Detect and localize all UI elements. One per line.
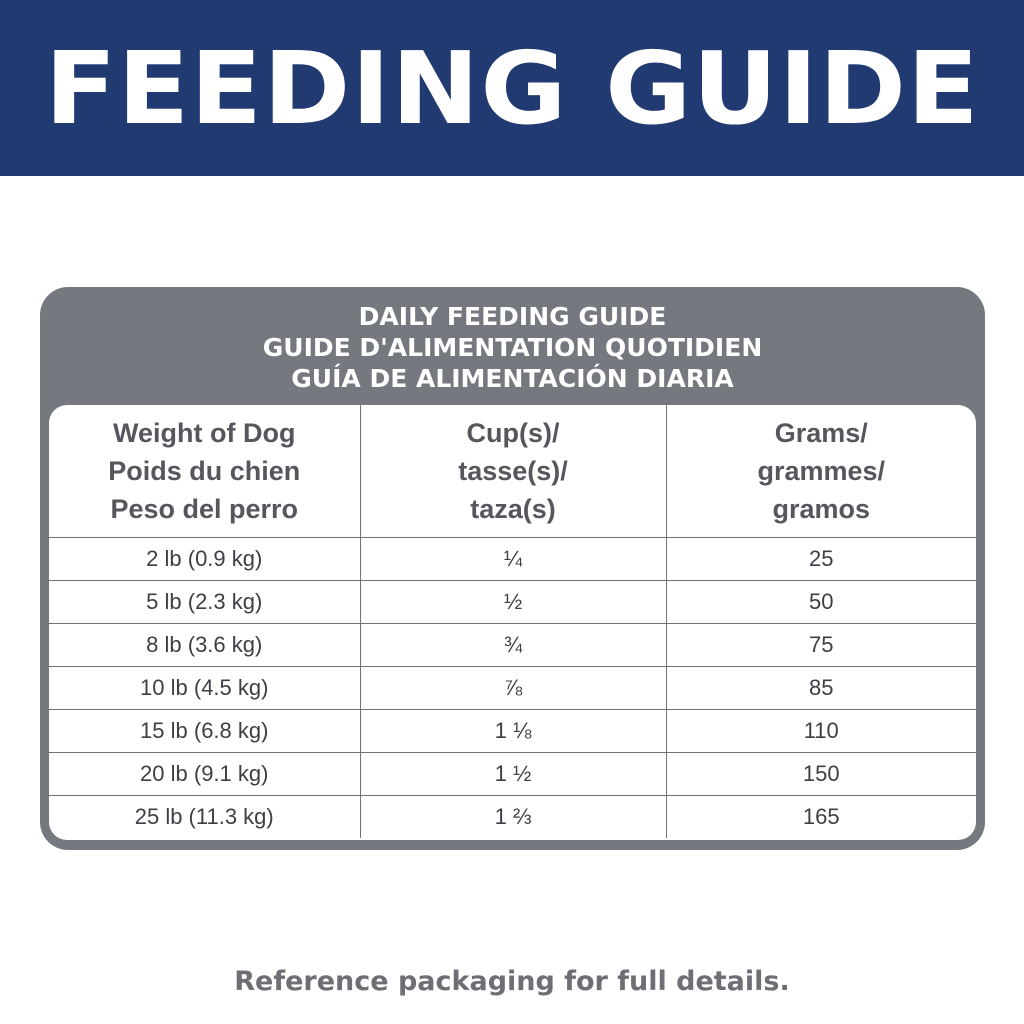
cups-cell: ¼: [360, 538, 666, 581]
weight-cell: 2 lb (0.9 kg): [49, 538, 360, 581]
grams-cell: 75: [666, 624, 976, 667]
header-weight-fr: Poids du chien: [108, 456, 301, 486]
header-grams-fr: grammes/: [757, 456, 886, 486]
cups-cell: 1 ½: [360, 753, 666, 796]
weight-cell: 20 lb (9.1 kg): [49, 753, 360, 796]
weight-cell: 8 lb (3.6 kg): [49, 624, 360, 667]
table-row: [49, 581, 976, 624]
weight-cell: 15 lb (6.8 kg): [49, 710, 360, 753]
header-banner: [0, 0, 1024, 176]
weight-cell: 5 lb (2.3 kg): [49, 581, 360, 624]
cups-cell: ¾: [360, 624, 666, 667]
header-grams: [666, 405, 976, 538]
card-title: [40, 301, 985, 394]
header-cups-en: Cup(s)/: [466, 418, 560, 448]
feeding-guide-card: [40, 287, 985, 850]
header-grams-es: gramos: [772, 494, 871, 524]
grams-cell: 150: [666, 753, 976, 796]
header-weight-en: Weight of Dog: [113, 418, 296, 448]
feeding-table-container: [49, 405, 976, 840]
card-title-line-fr: GUIDE D'ALIMENTATION QUOTIDIEN: [262, 333, 763, 362]
cups-cell: ½: [360, 581, 666, 624]
table-row: [49, 796, 976, 839]
page-title: FEEDING GUIDE: [44, 29, 980, 147]
table-header-row: [49, 405, 976, 538]
weight-cell: 25 lb (11.3 kg): [49, 796, 360, 839]
grams-cell: 50: [666, 581, 976, 624]
grams-cell: 25: [666, 538, 976, 581]
footer-note: Reference packaging for full details.: [234, 966, 790, 997]
grams-cell: 165: [666, 796, 976, 839]
cups-cell: 1 ⅛: [360, 710, 666, 753]
table-row: [49, 538, 976, 581]
feeding-table: [49, 405, 976, 838]
header-cups-es: taza(s): [470, 494, 556, 524]
table-row: [49, 667, 976, 710]
table-row: [49, 624, 976, 667]
card-title-line-es: GUÍA DE ALIMENTACIÓN DIARIA: [291, 364, 734, 393]
table-row: [49, 753, 976, 796]
header-weight-es: Peso del perro: [110, 494, 299, 524]
grams-cell: 110: [666, 710, 976, 753]
header-cups-fr: tasse(s)/: [458, 456, 568, 486]
grams-cell: 85: [666, 667, 976, 710]
header-weight: [49, 405, 360, 538]
header-grams-en: Grams/: [774, 418, 868, 448]
table-row: [49, 710, 976, 753]
header-cups: [360, 405, 666, 538]
card-title-line-en: DAILY FEEDING GUIDE: [358, 302, 667, 331]
weight-cell: 10 lb (4.5 kg): [49, 667, 360, 710]
cups-cell: 1 ⅔: [360, 796, 666, 839]
cups-cell: ⅞: [360, 667, 666, 710]
